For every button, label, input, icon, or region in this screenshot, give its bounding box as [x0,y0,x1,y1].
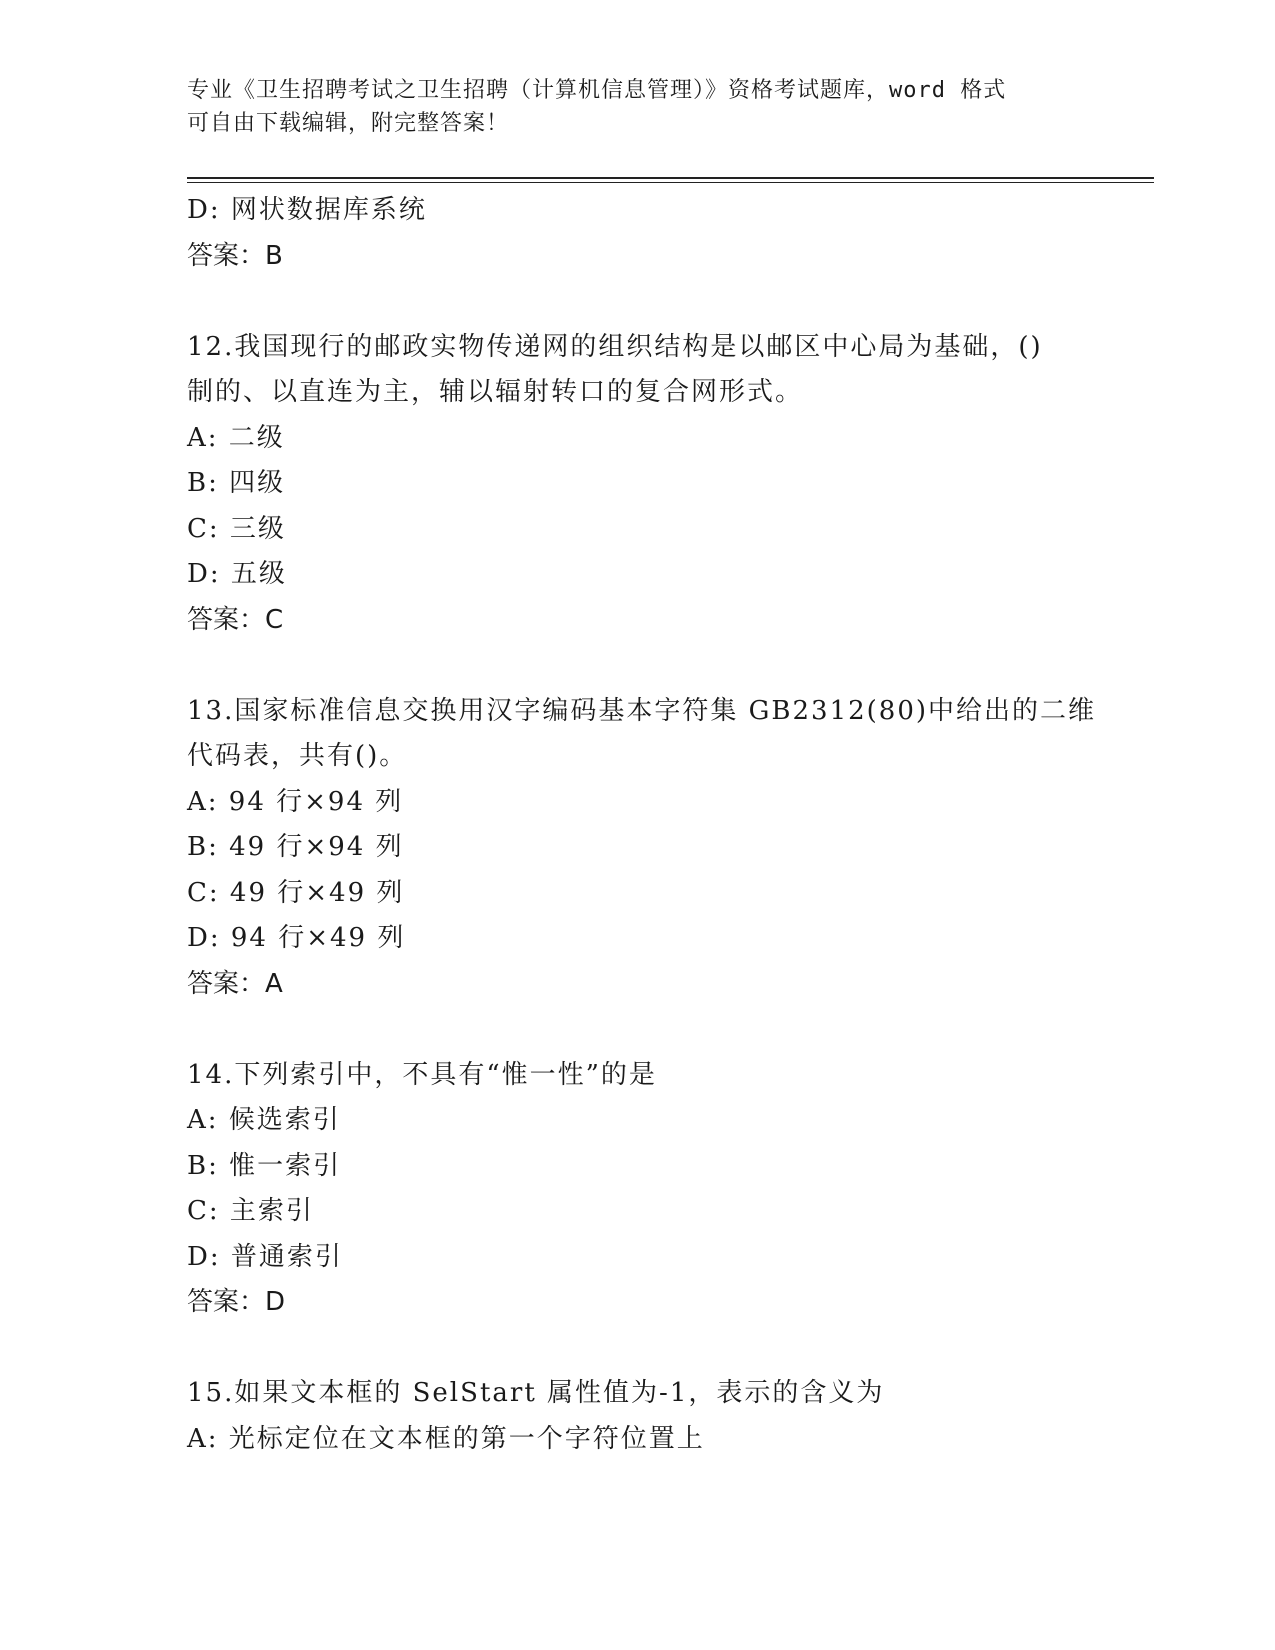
answer-line: 答案：C [187,604,284,635]
header-divider-thin [187,182,1154,183]
question-text: 15.如果文本框的 SelStart 属性值为-1，表示的含义为 [187,1378,885,1408]
answer-line: 答案：B [187,240,283,271]
option-d: D: 普通索引 [187,1241,343,1272]
option-b: B: 49 行×94 列 [187,832,404,862]
question-text-continued: 制的、以直连为主，辅以辐射转口的复合网形式。 [187,377,804,407]
document-body [187,188,1107,1462]
question-15 [187,1371,1107,1462]
question-14 [187,1053,1107,1326]
question-text: 13.国家标准信息交换用汉字编码基本字符集 GB2312(80)中给出的二维 [187,695,1097,726]
answer-line: 答案：D [187,1287,286,1317]
spacer [187,1326,1107,1372]
question-text: 14.下列索引中，不具有“惟一性”的是 [187,1059,657,1090]
option-a: A: 光标定位在文本框的第一个字符位置上 [187,1423,705,1454]
option-c: C: 三级 [187,513,286,544]
option-b: B: 惟一索引 [187,1150,342,1181]
header-line-2: 可自由下载编辑，附完整答案！ [187,111,510,136]
question-12 [187,325,1107,644]
header-divider-thick [187,177,1154,179]
question-13 [187,689,1107,1008]
option-d: D: 五级 [187,559,287,589]
question-text-continued: 代码表，共有()。 [187,741,408,771]
option-a: A: 94 行×94 列 [187,786,404,817]
option-d: D: 网状数据库系统 [187,195,427,225]
option-d: D: 94 行×49 列 [187,923,406,953]
option-a: A: 二级 [187,422,285,453]
spacer [187,1007,1107,1053]
option-c: C: 49 行×49 列 [187,877,405,908]
option-b: B: 四级 [187,468,286,498]
previous-question-tail [187,188,1107,279]
spacer [187,643,1107,689]
option-c: C: 主索引 [187,1196,314,1226]
question-text: 12.我国现行的邮政实物传递网的组织结构是以邮区中心局为基础，() [187,331,1043,362]
spacer [187,279,1107,325]
answer-line: 答案：A [187,968,283,999]
document-header [187,74,1087,140]
header-line-1: 专业《卫生招聘考试之卫生招聘（计算机信息管理）》资格考试题库，word 格式 [187,78,1007,103]
option-a: A: 候选索引 [187,1105,341,1135]
